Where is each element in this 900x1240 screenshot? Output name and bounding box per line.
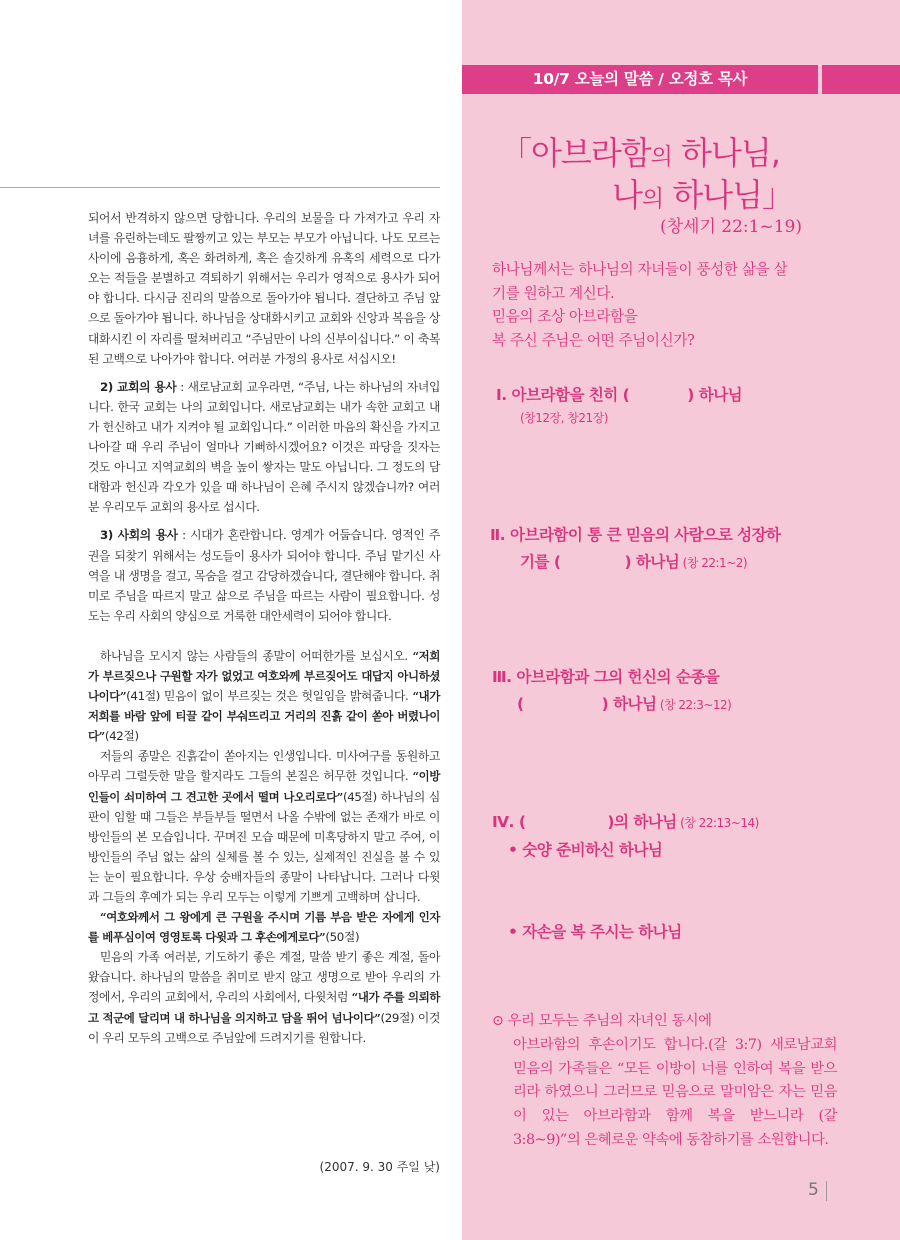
intro-line: 하나님께서는 하나님의 자녀들이 풍성한 삶을 살	[492, 261, 788, 278]
outline-bullet-ram: • 숫양 준비하신 하나님	[508, 841, 663, 859]
page-number-bar	[826, 1181, 827, 1201]
outline-point-3: Ⅲ. 아브라함과 그의 헌신의 순종을	[492, 668, 720, 686]
closing-first-line: ⊙ 우리 모두는 주님의 자녀인 동시에	[492, 1013, 712, 1029]
header-banner: 10/7 오늘의 말씀 / 오정호 목사	[462, 65, 818, 94]
paragraph-4: 하나님을 모시지 않는 사람들의 종말이 어떠한가를 보십시오. “저희가 부르짖으나 구원할 자가 없었고 여호와께 부르짖어도 대답지 아니하셨나이다”(41절) 믿음이 없이 부르짖는 것은 헛일임을 밝혀줍니다. “내가 저희를 바람 앞에 티끌 같이 부숴뜨리고 거리의 진흙 같이 쏟아 버렸나이다”(42절)	[88, 648, 440, 744]
sermon-title-line-2: 나의 하나님」	[612, 176, 794, 214]
outline-point-3-cont: ( ) 하나님 (창 22:3~12)	[517, 695, 732, 713]
sermon-date: (2007. 9. 30 주일 낮)	[319, 1160, 440, 1174]
intro-line: 기를 원하고 계신다.	[492, 284, 615, 302]
sermon-body-text	[88, 208, 440, 1048]
closing-text	[492, 1010, 837, 1153]
outline-bullet-descendants: • 자손을 복 주시는 하나님	[508, 923, 682, 941]
top-divider-rule	[0, 187, 440, 188]
paragraph-3: 3) 사회의 용사 : 시대가 혼란합니다. 영계가 어둡습니다. 영적인 주권을 되찾기 위해서는 성도들이 용사가 되어야 합니다. 주님 맡기신 사역을 내 생명을 걸고, 목숨을 걸고 감당하겠습니다, 결단해야 합니다. 취미로 주님을 따르지 말고 삶으로 주님을 따르는 사람이 필요합니다. 성도는 우리 사회의 양심으로 거룩한 대안세력이 되어야 합니다.	[88, 528, 440, 623]
outline-point-2: Ⅱ. 아브라함이 통 큰 믿음의 사람으로 성장하	[490, 526, 781, 544]
outline-point-2-cont: 기를 ( ) 하나님 (창 22:1~2)	[520, 553, 748, 571]
intro-line: 복 주신 주님은 어떤 주님이신가?	[492, 331, 695, 349]
closing-body: 아브라함의 후손이기도 합니다.(갈 3:7) 새로남교회 믿음의 가족들은 “모든 이방이 너를 인하여 복을 받으리라 하였으니 그러므로 믿음으로 말미암은 자는 믿음이 있는 아브라함과 함께 복을 받느니라 (갈 3:8~9)”의 은혜로운 약속에 동참하기를 소원합니다.	[513, 1036, 837, 1148]
paragraph-2: 2) 교회의 용사 : 새로남교회 교우라면, “주님, 나는 하나님의 자녀입니다. 한국 교회는 나의 교회입니다. 새로남교회는 내가 속한 교회고 내가 헌신하고 내가 지켜야 될 교회입니다.” 이러한 마음의 확신을 가지고 나아갈 때 우리 주님이 얼마나 기뻐하시겠어요? 이것은 파당을 짓자는 것도 아니고 지역교회의 벽을 높이 쌓자는 말도 아닙니다. 그 정도의 담대함과 헌신과 각오가 있을 때 하나님이 은혜 주시지 않겠습니까? 여러분 우리모두 교회의 용사로 섭시다.	[88, 379, 440, 515]
intro-text	[492, 258, 837, 352]
outline-point-1: Ⅰ. 아브라함을 친히 ( ) 하나님	[496, 386, 743, 404]
paragraph-6: “여호와께서 그 왕에게 큰 구원을 주시며 기름 부음 받은 자에게 인자를 베푸심이여 영영토록 다윗과 그 후손에게로다”(50절)	[88, 910, 440, 945]
outline-point-4: Ⅳ. ( )의 하나님 (창 22:13~14)	[492, 813, 759, 831]
paragraph-5: 저들의 종말은 진흙같이 쏟아지는 인생입니다. 미사여구를 동원하고 아무리 그럴듯한 말을 할지라도 그들의 본질은 허무한 것입니다. “이방인들이 쇠미하여 그 견고한 곳에서 떨며 나오리로다”(45절) 하나님의 심판이 임할 때 그들은 부들부들 떨면서 나올 수밖에 없는 존재가 바로 이방인들의 본 모습입니다. 꾸며진 모습 때문에 미혹당하지 말고 주여, 이방인들의 주님 없는 삶의 실체를 볼 수 있는, 실제적인 진실을 볼 수 있는 눈이 필요합니다. 우상 숭배자들의 종말이 나타납니다. 그러나 다윗과 그들의 후예가 되는 우리 모두는 이렇게 기쁘게 고백하며 삽니다.	[88, 749, 440, 904]
intro-line: 믿음의 조상 아브라함을	[492, 308, 638, 326]
paragraph-7: 믿음의 가족 여러분, 기도하기 좋은 계절, 말씀 받기 좋은 계절, 돌아왔습니다. 하나님의 말씀을 취미로 받지 않고 생명으로 받아 우리의 가정에서, 우리의 교회에서, 우리의 사회에서, 다윗처럼 “내가 주를 의뢰하고 적군에 달리며 내 하나님을 의지하고 담을 뛰어 넘나이다”(29절) 이것이 우리 모두의 고백으로 주님앞에 드려지기를 원합니다.	[88, 950, 441, 1045]
sermon-title-line-1: 「아브라함의 하나님,	[500, 134, 780, 172]
scripture-reference: (창세기 22:1~19)	[660, 217, 802, 237]
page-number: 5	[808, 1180, 819, 1200]
outline-point-1-ref: (창12장, 창21장)	[520, 411, 608, 425]
paragraph-1: 되어서 반격하지 않으면 당합니다. 우리의 보물을 다 가져가고 우리 자녀를 유린하는데도 팔짱끼고 있는 부모는 부모가 아닙니다. 나도 모르는 사이에 음흉하게, 혹은 화려하게, 혹은 솔깃하게 유혹의 세력으로 다가오는 적들을 분별하고 격퇴하기 위해서는 우리가 영적으로 용사가 되어야 합니다. 다시금 진리의 말씀으로 돌아가야 됩니다. 결단하고 주님 앞으로 돌아가야 됩니다. 하나님을 상대화시키고 교회와 신앙과 복음을 상대화시킨 이 자리를 떨쳐버리고 “주님만이 나의 신부이십니다.” 이 축복된 고백으로 나아가야 합니다. 여러분 가정의 용사로 서십시오!	[88, 211, 440, 366]
banner-tab-accent	[822, 65, 900, 94]
